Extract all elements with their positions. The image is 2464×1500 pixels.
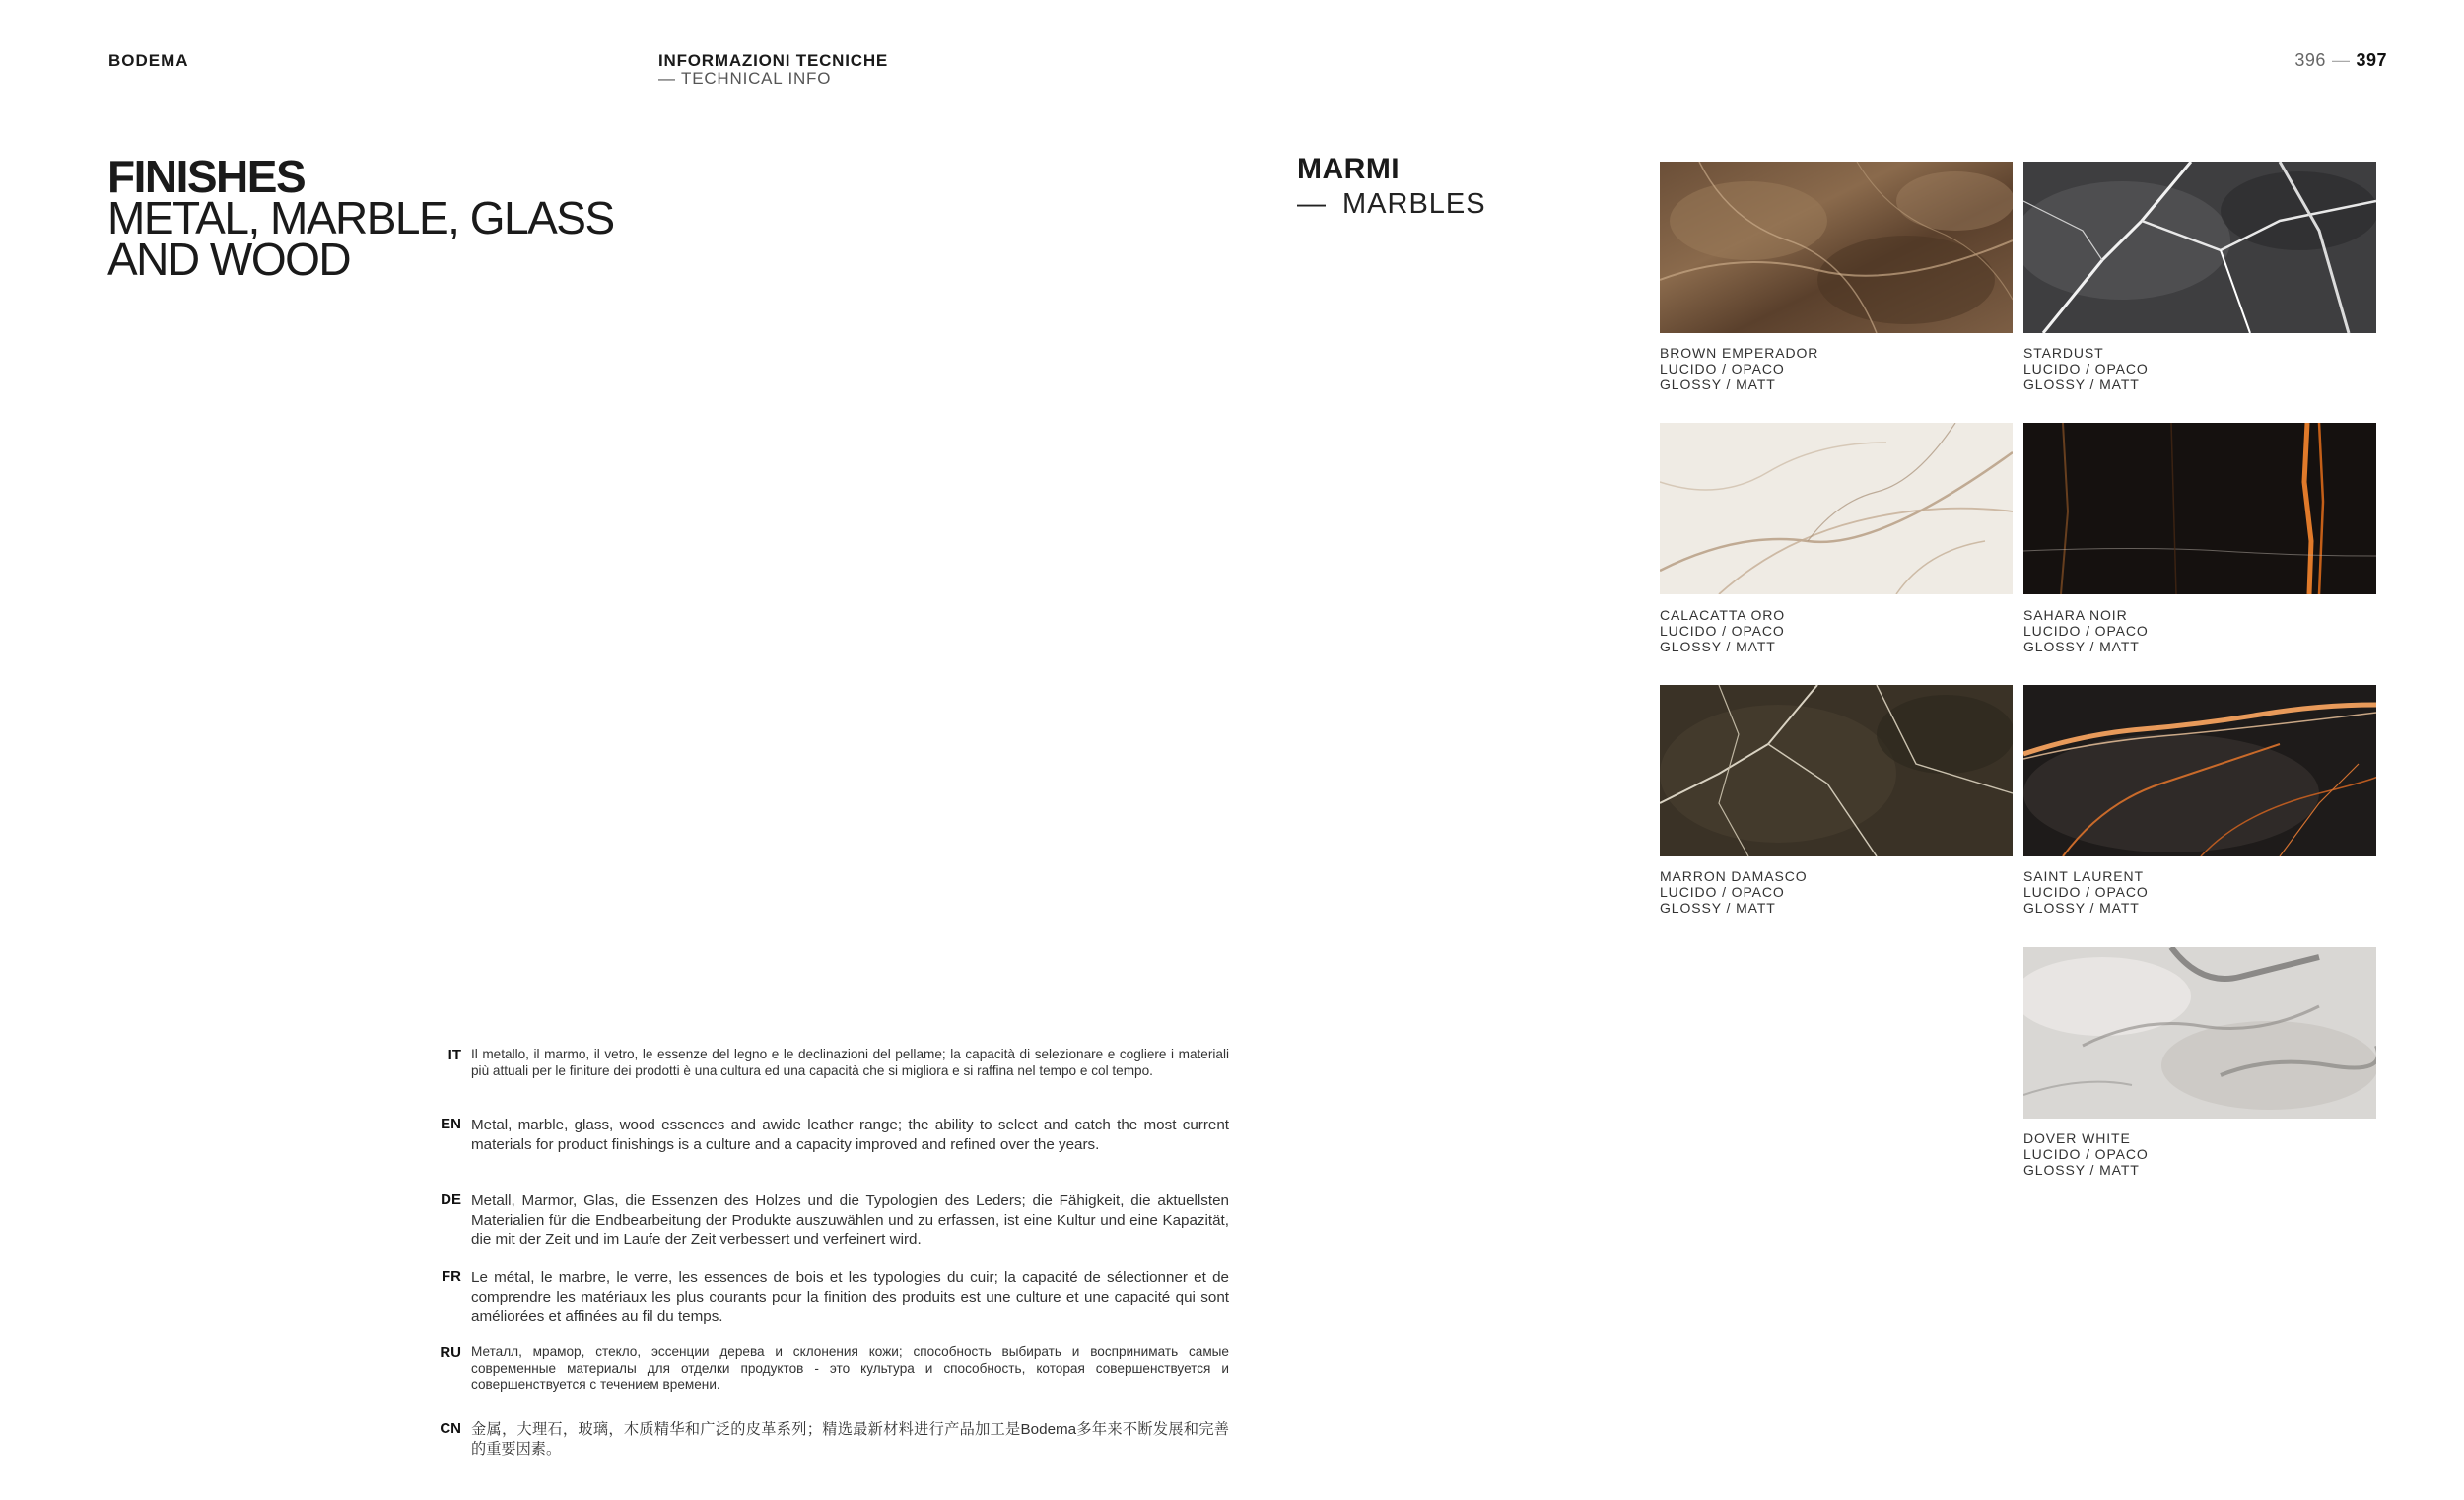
swatch-name: BROWN EMPERADOR — [1660, 345, 1819, 361]
marbles-heading-en — [1297, 187, 1486, 221]
stardust-texture — [2023, 162, 2376, 333]
swatch-finish-en: GLOSSY / MATT — [1660, 639, 1776, 654]
dover-white-texture — [2023, 947, 2376, 1119]
swatch-caption-marron-damasco — [1660, 868, 1808, 916]
marron-damasco-texture — [1660, 685, 2013, 856]
lang-code: EN — [441, 1116, 461, 1132]
swatch-finish-it: LUCIDO / OPACO — [2023, 884, 2149, 900]
lang-text: 金属，大理石，玻璃，木质精华和广泛的皮革系列；精选最新材料进行产品加工是Bodema多年来不断发展和完善的重要因素。 — [471, 1421, 1229, 1458]
swatch-finish-it: LUCIDO / OPACO — [1660, 623, 1785, 639]
swatch-sahara-noir — [2023, 423, 2376, 594]
swatch-finish-en: GLOSSY / MATT — [2023, 376, 2140, 392]
saint-laurent-texture — [2023, 685, 2376, 856]
brown-emperador-texture — [1660, 162, 2013, 333]
lang-code: FR — [442, 1268, 461, 1285]
swatch-caption-sahara-noir — [2023, 607, 2149, 654]
lang-code: DE — [441, 1192, 461, 1208]
marbles-heading — [1297, 152, 1486, 221]
swatch-marron-damasco — [1660, 685, 2013, 856]
swatch-name: SAINT LAURENT — [2023, 868, 2144, 884]
lang-code: CN — [440, 1420, 461, 1437]
lang-text: Le métal, le marbre, le verre, les essences de bois et les typologies du cuir; la capacité de sélectionner et de comprendre les matériaux les plus courants pour la finition des produits est une culture et une capacité qui sont améliorées et affinées au fil du temps. — [471, 1269, 1229, 1325]
swatch-finish-en: GLOSSY / MATT — [2023, 639, 2140, 654]
swatch-caption-brown-emperador — [1660, 345, 1818, 392]
page-title — [107, 151, 614, 285]
swatch-name: SAHARA NOIR — [2023, 607, 2128, 623]
swatch-finish-it: LUCIDO / OPACO — [1660, 361, 1785, 376]
page-number-left: 396 — [2294, 50, 2326, 70]
section-title-it: INFORMAZIONI TECNICHE — [658, 51, 889, 70]
marbles-heading-it: MARMI — [1297, 153, 1401, 185]
lang-code: RU — [440, 1344, 461, 1361]
brand-name: BODEMA — [108, 51, 189, 70]
swatch-caption-calacatta-oro — [1660, 607, 1785, 654]
lang-text: Металл, мрамор, стекло, эссенции дерева и склонения кожи; способность выбирать и воспринимать самые современные материалы для отделки продуктов - это культура и способность, которая совершенствуется и совершенствуется с течением времени. — [471, 1344, 1229, 1392]
lang-text: Metall, Marmor, Glas, die Essenzen des Holzes und die Typologien des Leders; die Fähigkeit, die aktuellsten Materialien für die Endbearbeitung der Produkte auszuwählen und zu erfassen, ist eine Kultur und eine Kapazität, die mit der Zeit und im Laufe der Zeit verbessert und verfeinert wird. — [471, 1193, 1229, 1248]
lang-text: Metal, marble, glass, wood essences and awide leather range; the ability to select and catch the most current materials for product finishings is a culture and a capacity improved and refined over the years. — [471, 1117, 1229, 1153]
swatch-stardust — [2023, 162, 2376, 333]
lang-text: Il metallo, il marmo, il vetro, le essenze del legno e le declinazioni del pellame; la capacità di selezionare e cogliere i materiali più attuali per le finiture dei prodotti è una cultura ed una capacità che si migliora e si raffina nel tempo e col tempo. — [471, 1047, 1229, 1078]
swatch-finish-en: GLOSSY / MATT — [1660, 900, 1776, 916]
swatch-finish-en: GLOSSY / MATT — [2023, 1162, 2140, 1178]
swatch-caption-saint-laurent — [2023, 868, 2149, 916]
swatch-name: CALACATTA ORO — [1660, 607, 1786, 623]
page-separator: — — [2331, 50, 2351, 70]
swatch-finish-it: LUCIDO / OPACO — [2023, 1146, 2149, 1162]
calacatta-oro-texture — [1660, 423, 2013, 594]
marbles-dash: — — [1297, 188, 1327, 220]
marbles-heading-en-label: MARBLES — [1342, 188, 1486, 220]
swatch-finish-it: LUCIDO / OPACO — [2023, 361, 2149, 376]
swatch-finish-it: LUCIDO / OPACO — [2023, 623, 2149, 639]
swatch-finish-en: GLOSSY / MATT — [1660, 376, 1776, 392]
swatch-caption-dover-white — [2023, 1130, 2149, 1178]
swatch-calacatta-oro — [1660, 423, 2013, 594]
swatch-finish-it: LUCIDO / OPACO — [1660, 884, 1785, 900]
swatch-brown-emperador — [1660, 162, 2013, 333]
sahara-noir-texture — [2023, 423, 2376, 594]
swatch-dover-white — [2023, 947, 2376, 1119]
swatch-caption-stardust — [2023, 345, 2149, 392]
title-line-2: AND WOOD — [107, 234, 351, 285]
swatch-saint-laurent — [2023, 685, 2376, 856]
swatch-name: STARDUST — [2023, 345, 2104, 361]
swatch-name: DOVER WHITE — [2023, 1130, 2131, 1146]
page-numbers — [2294, 50, 2387, 71]
title-main: FINISHES — [107, 151, 306, 202]
page-number-right: 397 — [2356, 50, 2387, 70]
swatch-finish-en: GLOSSY / MATT — [2023, 900, 2140, 916]
lang-code: IT — [447, 1047, 461, 1063]
title-line-1: METAL, MARBLE, GLASS — [107, 192, 614, 243]
swatch-name: MARRON DAMASCO — [1660, 868, 1808, 884]
section-title-en: — TECHNICAL INFO — [658, 69, 832, 88]
